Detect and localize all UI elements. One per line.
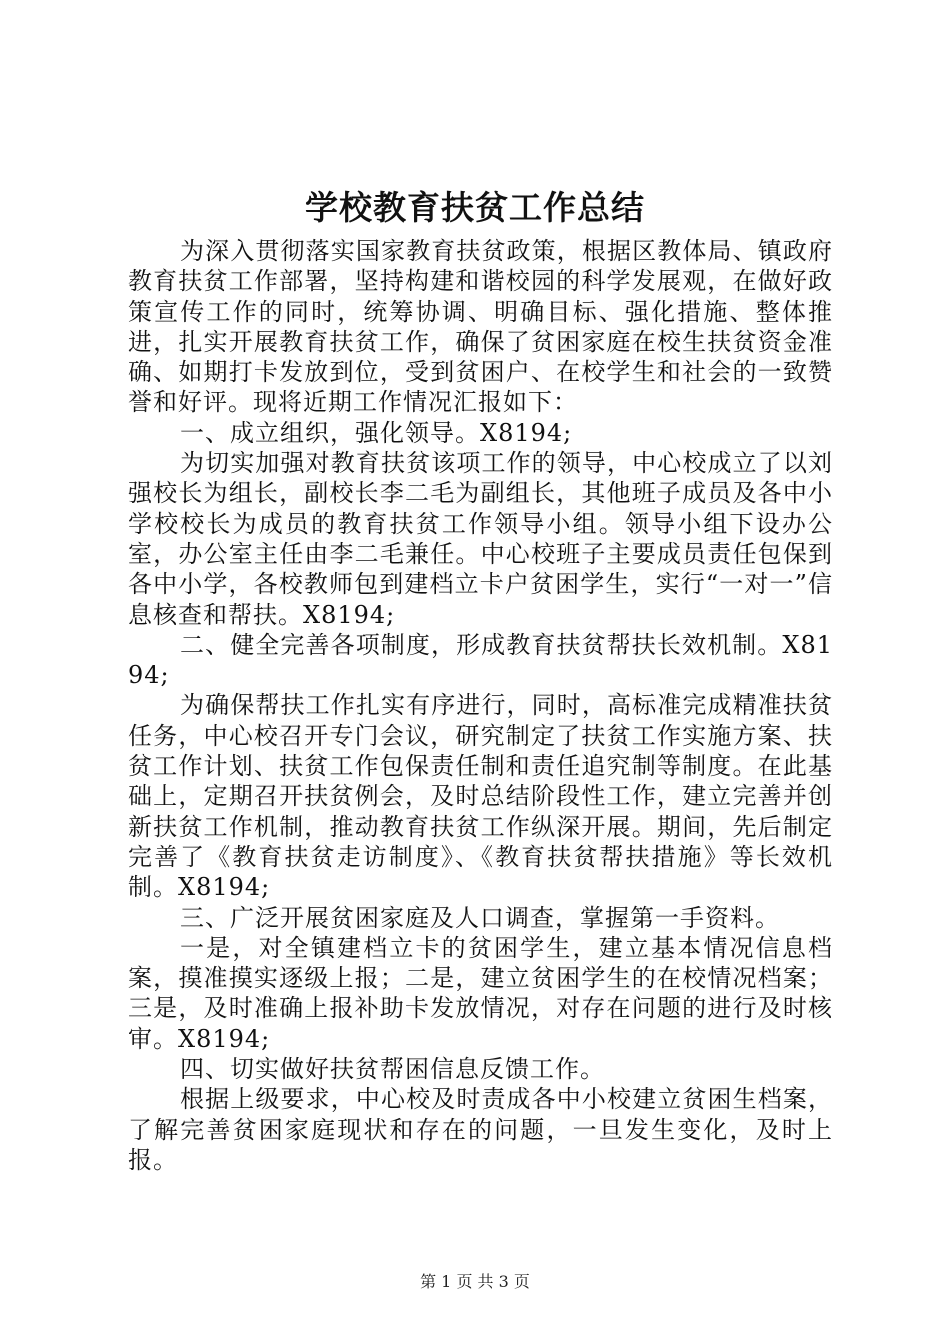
section-heading-1: 一、成立组织，强化领导。X8194; — [180, 418, 573, 447]
section-heading-3: 三、广泛开展贫困家庭及人口调查，掌握第一手资料。 — [180, 903, 780, 932]
section-paragraph-1: 为切实加强对教育扶贫该项工作的领导，中心校成立了以刘强校长为组长，副校长李二毛为副组长，其他班子成员及各中小学校校长为成员的教育扶贫工作领导小组。领导小组下设办公室，办公室主任由李二毛兼任。中心校班子主要成员责任包保到各中小学，各校教师包到建档立卡户贫困学生，实行“一对一”信息核查和帮扶。X8194; — [128, 449, 833, 629]
intro-paragraph: 为深入贯彻落实国家教育扶贫政策，根据区教体局、镇政府教育扶贫工作部署，坚持构建和谐校园的科学发展观，在做好政策宣传工作的同时，统筹协调、明确目标、强化措施、整体推进，扎实开展教育扶贫工作，确保了贫困家庭在校生扶贫资金准确、如期打卡发放到位，受到贫困户、在校学生和社会的一致赞誉和好评。现将近期工作情况汇报如下： — [128, 237, 833, 417]
section-heading-2: 二、健全完善各项制度，形成教育扶贫帮扶长效机制。X8194; — [128, 630, 833, 690]
section-heading-4: 四、切实做好扶贫帮困信息反馈工作。 — [180, 1055, 605, 1084]
section-paragraph-4: 根据上级要求，中心校及时责成各中小校建立贫困生档案，了解完善贫困家庭现状和存在的问题，一旦发生变化，及时上报。 — [128, 1085, 833, 1174]
page-footer: 第 1 页 共 3 页 — [420, 1272, 530, 1291]
section-paragraph-3: 一是，对全镇建档立卡的贫困学生，建立基本情况信息档案，摸准摸实逐级上报；二是，建立贫困学生的在校情况档案；三是，及时准确上报补助卡发放情况，对存在问题的进行及时核审。X8194; — [128, 933, 833, 1053]
document-body — [128, 236, 833, 1175]
document-title: 学校教育扶贫工作总结 — [305, 188, 645, 227]
section-paragraph-2: 为确保帮扶工作扎实有序进行，同时，高标准完成精准扶贫任务，中心校召开专门会议，研究制定了扶贫工作实施方案、扶贫工作计划、扶贫工作包保责任制和责任追究制等制度。在此基础上，定期召开扶贫例会，及时总结阶段性工作，建立完善并创新扶贫工作机制，推动教育扶贫工作纵深开展。期间，先后制定完善了《教育扶贫走访制度》、《教育扶贫帮扶措施》等长效机制。X8194; — [128, 691, 833, 902]
